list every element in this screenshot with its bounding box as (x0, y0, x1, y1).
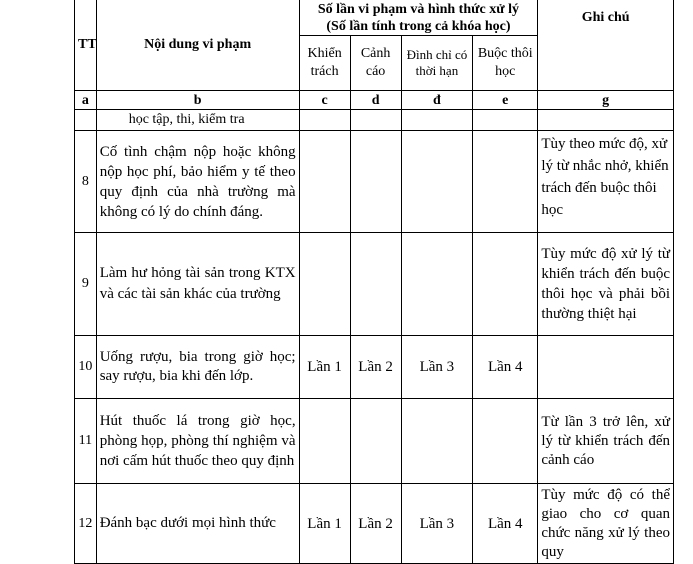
row-c3 (401, 399, 473, 484)
letter-g: g (538, 91, 674, 110)
row-note: Từ lần 3 trở lên, xử lý từ khiển trách đến cảnh cáo (538, 399, 674, 484)
header-group (299, 0, 538, 36)
header-canh-cao: Cảnh cáo (350, 36, 401, 91)
row-note: Tùy theo mức độ, xử lý từ nhắc nhở, khiển trách đến buộc thôi học (538, 131, 674, 233)
row-c4: Lần 4 (473, 484, 538, 564)
table-row (75, 336, 674, 399)
table-row (75, 399, 674, 484)
row-c2 (350, 110, 401, 131)
row-c3 (401, 131, 473, 233)
letter-dd: đ (401, 91, 473, 110)
row-tt (75, 110, 97, 131)
letter-a: a (75, 91, 97, 110)
row-content: Đánh bạc dưới mọi hình thức (96, 484, 299, 564)
letter-e: e (473, 91, 538, 110)
row-content: Hút thuốc lá trong giờ học, phòng họp, phòng thí nghiệm và nơi cấm hút thuốc theo quy định (96, 399, 299, 484)
header-khien-trach: Khiển trách (299, 36, 350, 91)
row-c3: Lần 3 (401, 484, 473, 564)
row-tt: 11 (75, 399, 97, 484)
row-c1 (299, 110, 350, 131)
row-c1 (299, 399, 350, 484)
header-group-line2: (Số lần tính trong cả khóa học) (326, 18, 511, 34)
row-content: Uống rượu, bia trong giờ học; say rượu, bia khi đến lớp. (96, 336, 299, 399)
row-c3 (401, 110, 473, 131)
row-tt: 9 (75, 233, 97, 336)
row-tt: 10 (75, 336, 97, 399)
header-buoc-thoi-hoc: Buộc thôi học (473, 36, 538, 91)
header-content: Nội dung vi phạm (96, 0, 299, 91)
header-dinh-chi: Đình chỉ có thời hạn (401, 36, 473, 91)
row-c4 (473, 110, 538, 131)
row-c1 (299, 233, 350, 336)
row-note: Tùy mức độ có thể giao cho cơ quan chức năng xử lý theo quy (538, 484, 674, 564)
header-group-line1: Số lần vi phạm và hình thức xử lý (317, 1, 520, 17)
row-c4: Lần 4 (473, 336, 538, 399)
row-c2: Lần 2 (350, 484, 401, 564)
header-note: Ghi chú (538, 0, 674, 91)
row-c1: Lần 1 (299, 484, 350, 564)
row-content: Cố tình chậm nộp hoặc không nộp học phí, bảo hiểm y tế theo quy định của nhà trường mà không có lý do chính đáng. (96, 131, 299, 233)
row-c2: Lần 2 (350, 336, 401, 399)
row-tt: 8 (75, 131, 97, 233)
row-tt: 12 (75, 484, 97, 564)
table-row (75, 131, 674, 233)
row-c4 (473, 131, 538, 233)
row-note (538, 336, 674, 399)
table-row (75, 110, 674, 131)
header-tt: TT (75, 0, 97, 91)
row-c4 (473, 399, 538, 484)
violation-table (74, 0, 674, 564)
row-content: học tập, thi, kiểm tra (96, 110, 299, 131)
row-note (538, 110, 674, 131)
row-note: Tùy mức độ xử lý từ khiển trách đến buộc thôi học và phải bồi thường thiệt hại (538, 233, 674, 336)
table-row (75, 233, 674, 336)
row-c2 (350, 399, 401, 484)
row-c2 (350, 233, 401, 336)
row-c1: Lần 1 (299, 336, 350, 399)
letter-d: d (350, 91, 401, 110)
row-content: Làm hư hỏng tài sản trong KTX và các tài sản khác của trường (96, 233, 299, 336)
row-c1 (299, 131, 350, 233)
row-c4 (473, 233, 538, 336)
row-c2 (350, 131, 401, 233)
letter-c: c (299, 91, 350, 110)
row-c3: Lần 3 (401, 336, 473, 399)
letter-b: b (96, 91, 299, 110)
row-c3 (401, 233, 473, 336)
table-row (75, 484, 674, 564)
